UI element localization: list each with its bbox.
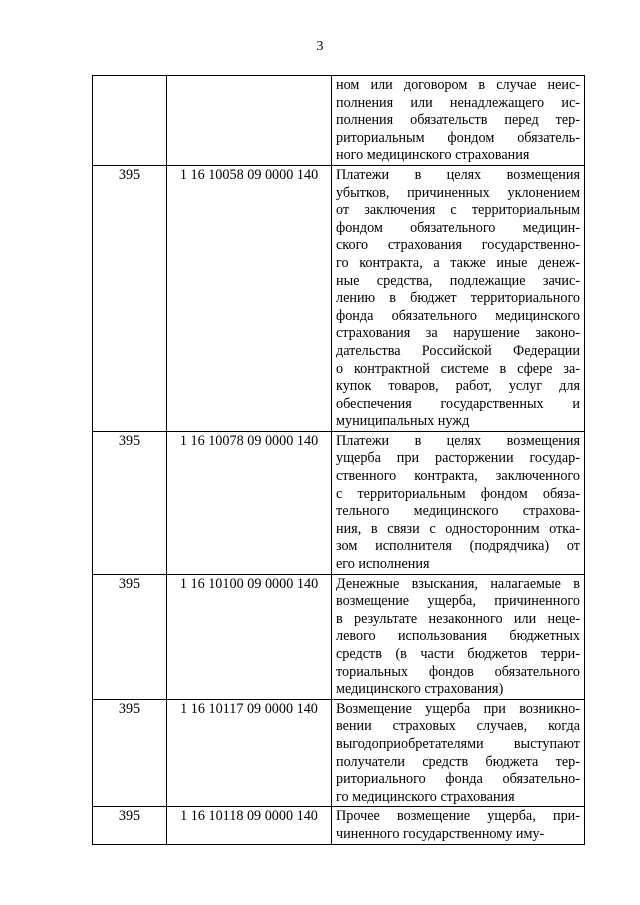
description-line: риториального фонда обязательно- (336, 771, 580, 788)
description-line: фонда обязательного медицинского (336, 307, 580, 324)
description-line: вении страховых случаев, когда (336, 718, 580, 735)
table-row (93, 165, 585, 431)
description-line: чиненного государственному иму- (336, 825, 545, 842)
administrator-code-cell: 395 (93, 699, 167, 807)
table-row (93, 431, 585, 574)
table-body (93, 76, 585, 845)
description-line: зом исполнителя (подрядчика) от (336, 538, 580, 555)
description-line: лению в бюджет территориального (336, 290, 580, 307)
description-line: го контракта, а также иные денеж- (336, 254, 580, 271)
budget-classification-code-cell: 1 16 10078 09 0000 140 (167, 431, 332, 574)
description-line: ственного контракта, заключенного (336, 468, 580, 485)
description-line: купок товаров, работ, услуг для (336, 378, 580, 395)
description-line: Возмещение ущерба при возникно- (336, 700, 580, 717)
revenue-description-cell (332, 165, 585, 431)
description-line: ния, в связи с односторонним отка- (336, 520, 580, 537)
description-line: ториальных фондов обязательного (336, 663, 580, 680)
description-line: полнения или ненадлежащего ис- (336, 94, 580, 111)
description-line: тельного медицинского страхова- (336, 503, 580, 520)
description-line: средств (в части бюджетов терри- (336, 646, 580, 662)
budget-classification-code-cell: 1 16 10100 09 0000 140 (167, 574, 332, 699)
description-line: ущерба при расторжении государ- (336, 450, 580, 467)
description-line: страхования за нарушение законо- (336, 325, 580, 342)
description-line: риториальным фондом обязатель- (336, 129, 580, 146)
description-line: в результате незаконного или неце- (336, 610, 580, 627)
revenue-description-cell (332, 574, 585, 699)
revenue-description-cell (332, 431, 585, 574)
administrator-code-cell: 395 (93, 574, 167, 699)
administrator-code-cell: 395 (93, 807, 167, 844)
description-line: фондом обязательного медицин- (336, 219, 580, 236)
description-line: медицинского страхования) (336, 681, 504, 698)
description-line: Денежные взыскания, налагаемые в (336, 575, 580, 592)
description-line: от заключения с территориальным (336, 202, 580, 219)
description-line: го медицинского страхования (336, 788, 515, 805)
description-line: о контрактной системе в сфере за- (336, 360, 580, 377)
page-number: 3 (316, 39, 324, 54)
budget-codes-table (92, 75, 585, 845)
table-row (93, 807, 585, 844)
description-line: полнения обязательств перед тер- (336, 112, 580, 129)
administrator-code-cell (93, 76, 167, 166)
description-line: левого использования бюджетных (336, 628, 580, 645)
description-line: возмещение ущерба, причиненного (336, 593, 580, 610)
budget-classification-code-cell: 1 16 10117 09 0000 140 (167, 699, 332, 807)
description-line: ского страхования государственно- (336, 237, 580, 254)
budget-classification-code-cell: 1 16 10058 09 0000 140 (167, 165, 332, 431)
description-line: убытков, причиненных уклонением (336, 184, 580, 201)
description-line: выгодоприобретателями выступают (336, 735, 580, 752)
administrator-code-cell: 395 (93, 431, 167, 574)
description-line: муниципальных нужд (336, 413, 470, 430)
description-line: получатели средств бюджета тер- (336, 753, 580, 770)
description-line: Платежи в целях возмещения (336, 166, 580, 183)
description-line: обеспечения государственных и (336, 395, 580, 412)
description-line: Платежи в целях возмещения (336, 432, 580, 449)
revenue-description-cell (332, 76, 585, 166)
description-line: его исполнения (336, 556, 430, 573)
description-line: с территориальным фондом обяза- (336, 485, 580, 502)
budget-classification-code-cell (167, 76, 332, 166)
table-row (93, 574, 585, 699)
description-line: Прочее возмещение ущерба, при- (336, 808, 580, 825)
description-line: ные средства, подлежащие зачис- (336, 272, 580, 289)
revenue-description-cell (332, 699, 585, 807)
table-row (93, 699, 585, 807)
budget-classification-code-cell: 1 16 10118 09 0000 140 (167, 807, 332, 844)
description-line: ного медицинского страхования (336, 147, 530, 164)
revenue-description-cell (332, 807, 585, 844)
description-line: ном или договором в случае неис- (336, 77, 580, 93)
administrator-code-cell: 395 (93, 165, 167, 431)
table-row (93, 76, 585, 166)
description-line: дательства Российской Федерации (336, 342, 580, 359)
